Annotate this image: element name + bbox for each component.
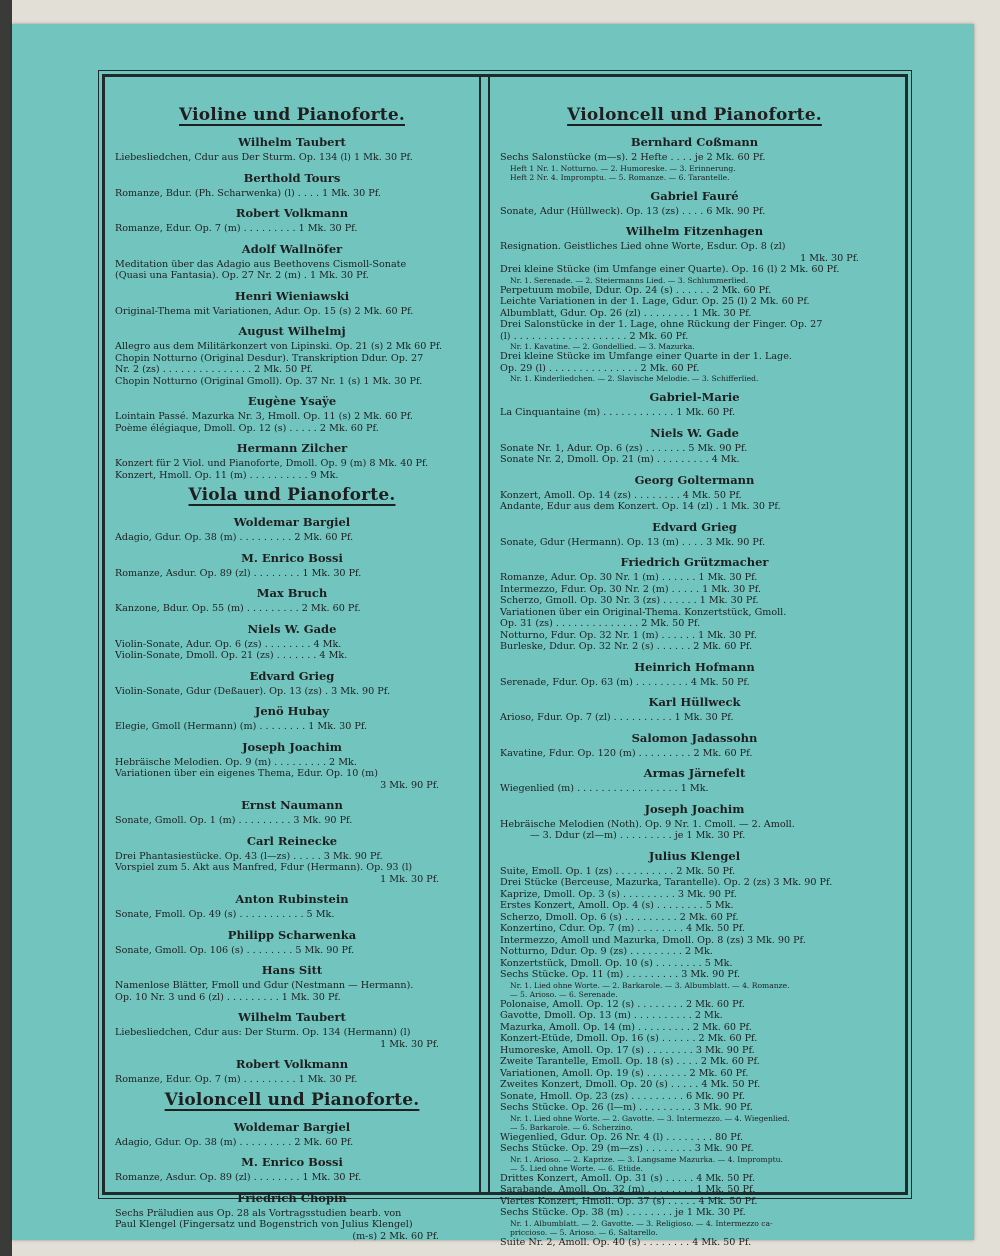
composer-name: Heinrich Hofmann <box>634 659 755 674</box>
composer-name: Joseph Joachim <box>242 739 342 754</box>
composer-name: Niels W. Gade <box>650 425 739 440</box>
catalog-entry: Sarabande, Amoll. Op. 32 (m) . . . . . . . . 1 Mk. 50 Pf. <box>500 1184 756 1195</box>
catalog-entry: Variationen, Amoll. Op. 19 (s) . . . . . . . 2 Mk. 60 Pf. <box>500 1067 749 1079</box>
composer-name: Anton Rubinstein <box>235 892 349 906</box>
catalog-entry: Romanze, Asdur. Op. 89 (zl) . . . . . . . . 1 Mk. 30 Pf. <box>115 567 362 579</box>
composer-name: Robert Volkmann <box>235 1057 349 1071</box>
catalog-entry: Arioso, Fdur. Op. 7 (zl) . . . . . . . . . . 1 Mk. 30 Pf. <box>500 712 734 723</box>
catalog-entry: Sonate, Fmoll. Op. 49 (s) . . . . . . . . . . . 5 Mk. <box>115 909 335 920</box>
composer-name: Henri Wieniawski <box>234 288 350 303</box>
catalog-entry: Hebräische Melodien. Op. 9 (m) . . . . . . . . . 2 Mk. <box>115 756 357 768</box>
catalog-entry: Mazurka, Amoll. Op. 14 (m) . . . . . . . . . 2 Mk. 60 Pf. <box>500 1021 752 1033</box>
double-frame <box>102 74 908 1248</box>
catalog-entry: Chopin Notturno (Original Gmoll). Op. 37 Nr. 1 (s) 1 Mk. 30 Pf. <box>115 375 423 387</box>
work-contents: Nr. 1. Albumblatt. — 2. Gavotte. — 3. Religioso. — 4. Intermezzo ca- <box>510 1218 773 1228</box>
catalog-entry: Scherzo, Dmoll. Op. 6 (s) . . . . . . . . . 2 Mk. 60 Pf. <box>500 911 739 923</box>
catalog-entry: Sechs Stücke. Op. 26 (l—m) . . . . . . . . . 3 Mk. 90 Pf. <box>500 1102 753 1113</box>
catalog-entry: 1 Mk. 30 Pf. <box>380 1038 439 1050</box>
section-heading: Violoncell und Pianoforte. <box>567 105 822 125</box>
composer-name: Robert Volkmann <box>235 206 349 220</box>
catalog-entry: Sechs Stücke. Op. 38 (m) . . . . . . . . je 1 Mk. 30 Pf. <box>500 1207 746 1218</box>
catalog-sheet <box>12 24 974 1248</box>
section-heading: Viola und Pianoforte. <box>188 485 396 505</box>
catalog-entry: Wiegenlied, Gdur. Op. 26 Nr. 4 (l) . . . . . . . . 80 Pf. <box>500 1131 744 1143</box>
composer-name: Jenö Hubay <box>254 704 330 718</box>
catalog-entry: Gavotte, Dmoll. Op. 13 (m) . . . . . . . . . . 2 Mk. <box>500 1010 723 1021</box>
catalog-entry: Scherzo, Gmoll. Op. 30 Nr. 3 (zs) . . . . . . 1 Mk. 30 Pf. <box>500 595 759 606</box>
catalog-entry: Notturno, Ddur. Op. 9 (zs) . . . . . . . . . 2 Mk. <box>500 946 713 957</box>
work-contents: Nr. 1. Kavatine. — 2. Gondellied. — 3. Mazurka. <box>510 342 695 351</box>
catalog-entry: Kaprize, Dmoll. Op. 3 (s) . . . . . . . . . 3 Mk. 90 Pf. <box>500 888 737 900</box>
catalog-entry: Wiegenlied (m) . . . . . . . . . . . . . . . . . 1 Mk. <box>500 783 709 794</box>
right-column <box>488 77 899 1248</box>
composer-name: Hans Sitt <box>261 963 323 977</box>
catalog-entry: Sonate Nr. 1, Adur. Op. 6 (zs) . . . . . . . 5 Mk. 90 Pf. <box>500 442 748 454</box>
catalog-entry: Konzert, Hmoll. Op. 11 (m) . . . . . . . . . . 9 Mk. <box>115 469 339 481</box>
work-contents: Heft 1 Nr. 1. Notturno. — 2. Humoreske. — 3. Erinnerung. <box>510 163 736 173</box>
catalog-entry: (Quasi una Fantasia). Op. 27 Nr. 2 (m) . 1 Mk. 30 Pf. <box>115 270 369 281</box>
catalog-entry: Polonaise, Amoll. Op. 12 (s) . . . . . . . . 2 Mk. 60 Pf. <box>500 998 745 1010</box>
composer-name: Armas Järnefelt <box>643 766 746 780</box>
composer-name: Bernhard Coßmann <box>630 135 759 149</box>
catalog-entry: Konzertino, Cdur. Op. 7 (m) . . . . . . . . 4 Mk. 50 Pf. <box>500 923 745 934</box>
work-contents: Nr. 1. Kinderliedchen. — 2. Slavische Melodie. — 3. Schifferlied. <box>510 374 759 383</box>
catalog-entry: Adagio, Gdur. Op. 38 (m) . . . . . . . . . 2 Mk. 60 Pf. <box>115 532 354 543</box>
catalog-entry: Suite, Emoll. Op. 1 (zs) . . . . . . . . . . 2 Mk. 50 Pf. <box>500 865 736 877</box>
catalog-entry: 1 Mk. 30 Pf. <box>800 252 859 264</box>
catalog-entry: Humoreske, Amoll. Op. 17 (s) . . . . . . . . 3 Mk. 90 Pf. <box>500 1044 755 1056</box>
book-spine <box>0 0 12 1256</box>
composer-name: Woldemar Bargiel <box>233 1119 351 1134</box>
catalog-entry: Albumblatt, Gdur. Op. 26 (zl) . . . . . . . . 1 Mk. 30 Pf. <box>500 307 752 319</box>
catalog-entry: Leichte Variationen in der 1. Lage, Gdur. Op. 25 (l) 2 Mk. 60 Pf. <box>500 296 810 307</box>
composer-name: Edvard Grieg <box>652 519 737 534</box>
catalog-entry: Original-Thema mit Variationen, Adur. Op. 15 (s) 2 Mk. 60 Pf. <box>115 305 414 317</box>
section-heading: Violoncell und Pianoforte. <box>164 1089 420 1110</box>
catalog-entry: Sechs Salonstücke (m—s). 2 Hefte . . . . je 2 Mk. 60 Pf. <box>500 152 766 163</box>
catalog-entry: Andante, Edur aus dem Konzert. Op. 14 (zl) . 1 Mk. 30 Pf. <box>500 501 781 512</box>
catalog-entry: Namenlose Blätter, Fmoll und Gdur (Nestmann — Hermann). <box>115 980 414 991</box>
catalog-entry: Perpetuum mobile, Ddur. Op. 24 (s) . . . . . . 2 Mk. 60 Pf. <box>500 284 772 296</box>
work-contents: Nr. 1. Serenade. — 2. Steiermanns Lied. — 3. Schlummerlied. <box>510 275 749 285</box>
work-contents: Nr. 1. Arioso. — 2. Kaprize. — 3. Langsame Mazurka. — 4. Impromptu. <box>510 1154 783 1164</box>
work-contents: priccioso. — 5. Arioso. — 6. Saltarello. <box>510 1227 658 1237</box>
composer-name: M. Enrico Bossi <box>241 1155 343 1169</box>
composer-name: Julius Klengel <box>648 848 741 863</box>
catalog-entry: Kanzone, Bdur. Op. 55 (m) . . . . . . . . . 2 Mk. 60 Pf. <box>115 603 361 614</box>
work-contents: — 5. Arioso. — 6. Serenade. <box>510 989 618 999</box>
composer-name: Gabriel Fauré <box>650 188 739 203</box>
composer-name: Gabriel-Marie <box>649 390 740 404</box>
composer-name: Niels W. Gade <box>247 621 337 636</box>
composer-name: Edvard Grieg <box>249 668 335 683</box>
catalog-entry: Sonate, Hmoll. Op. 23 (zs) . . . . . . . . . 6 Mk. 90 Pf. <box>500 1090 745 1102</box>
catalog-entry: Burleske, Ddur. Op. 32 Nr. 2 (s) . . . . . . 2 Mk. 60 Pf. <box>500 641 753 652</box>
composer-name: Ernst Naumann <box>241 798 343 812</box>
catalog-entry: Poème élégiaque, Dmoll. Op. 12 (s) . . . . . 2 Mk. 60 Pf. <box>115 422 379 434</box>
catalog-entry: Romanze, Adur. Op. 30 Nr. 1 (m) . . . . . . 1 Mk. 30 Pf. <box>500 572 758 583</box>
catalog-entry: Suite Nr. 2, Amoll. Op. 40 (s) . . . . . . . . 4 Mk. 50 Pf. <box>500 1236 752 1248</box>
catalog-entry: Liebesliedchen, Cdur aus: Der Sturm. Op. 134 (Hermann) (l) <box>115 1027 411 1038</box>
catalog-entry: Drittes Konzert, Amoll. Op. 31 (s) . . . . . 4 Mk. 50 Pf. <box>500 1172 756 1184</box>
catalog-entry: Drei Salonstücke in der 1. Lage, ohne Rückung der Finger. Op. 27 <box>500 319 823 330</box>
catalog-entry: — 3. Ddur (zl—m) . . . . . . . . . je 1 Mk. 30 Pf. <box>530 830 746 841</box>
catalog-entry: Sonate Nr. 2, Dmoll. Op. 21 (m) . . . . . . . . . 4 Mk. <box>500 454 740 465</box>
composer-name: Karl Hüllweck <box>648 695 741 709</box>
catalog-entry: Adagio, Gdur. Op. 38 (m) . . . . . . . . . 2 Mk. 60 Pf. <box>115 1136 354 1148</box>
catalog-entry: Variationen über ein eigenes Thema, Edur. Op. 10 (m) <box>115 768 378 779</box>
catalog-entry: Lointain Passé. Mazurka Nr. 3, Hmoll. Op. 11 (s) 2 Mk. 60 Pf. <box>115 411 413 422</box>
catalog-entry: Hebräische Melodien (Noth). Op. 9 Nr. 1. Cmoll. — 2. Amoll. <box>500 818 795 830</box>
catalog-entry: Allegro aus dem Militärkonzert von Lipinski. Op. 21 (s) 2 Mk 60 Pf. <box>115 341 443 352</box>
composer-name: Wilhelm Taubert <box>238 1010 346 1024</box>
catalog-entry: Konzert, Amoll. Op. 14 (zs) . . . . . . . . 4 Mk. 50 Pf. <box>500 489 742 501</box>
catalog-entry: Konzert-Etüde, Dmoll. Op. 16 (s) . . . . . . 2 Mk. 60 Pf. <box>500 1033 758 1044</box>
composer-name: Berthold Tours <box>243 170 341 185</box>
composer-name: Wilhelm Fitzenhagen <box>625 224 764 238</box>
work-contents: Nr. 1. Lied ohne Worte. — 2. Barkarole. — 3. Albumblatt. — 4. Romanze. <box>510 980 790 990</box>
composer-name: Carl Reinecke <box>246 833 338 848</box>
catalog-entry: (m-s) 2 Mk. 60 Pf. <box>352 1230 439 1242</box>
catalog-entry: Violin-Sonate, Gdur (Deßauer). Op. 13 (zs) . 3 Mk. 90 Pf. <box>115 685 391 697</box>
left-column <box>105 77 481 1242</box>
composer-name: Adolf Wallnöfer <box>241 241 343 256</box>
catalog-entry: Viertes Konzert, Hmoll. Op. 37 (s) . . . . . 4 Mk. 50 Pf. <box>500 1195 758 1207</box>
composer-name: Eugène Ysaÿe <box>247 394 337 408</box>
catalog-entry: Sechs Stücke. Op. 11 (m) . . . . . . . . . 3 Mk. 90 Pf. <box>500 969 741 980</box>
catalog-entry: Notturno, Fdur. Op. 32 Nr. 1 (m) . . . . . . 1 Mk. 30 Pf. <box>500 629 757 641</box>
catalog-entry: Intermezzo, Fdur. Op. 30 Nr. 2 (m) . . . . . 1 Mk. 30 Pf. <box>500 583 761 595</box>
catalog-entry: Sechs Präludien aus Op. 28 als Vortragsstudien bearb. von <box>115 1207 402 1219</box>
catalog-entry: Serenade, Fdur. Op. 63 (m) . . . . . . . . . 4 Mk. 50 Pf. <box>500 676 750 688</box>
section-heading: Violine und Pianoforte. <box>179 105 405 125</box>
catalog-entry: Zweites Konzert, Dmoll. Op. 20 (s) . . . . . 4 Mk. 50 Pf. <box>500 1079 761 1090</box>
catalog-entry: 1 Mk. 30 Pf. <box>380 873 439 885</box>
catalog-entry: Op. 10 Nr. 3 und 6 (zl) . . . . . . . . . 1 Mk. 30 Pf. <box>115 991 341 1003</box>
catalog-entry: Violin-Sonate, Adur. Op. 6 (zs) . . . . . . . . 4 Mk. <box>115 638 342 650</box>
work-contents: Nr. 1. Lied ohne Worte. — 2. Gavotte. — 3. Intermezzo. — 4. Wiegenlied. <box>510 1113 790 1123</box>
catalog-entry: Zweite Tarantelle, Emoll. Op. 18 (s) . . . . 2 Mk. 60 Pf. <box>500 1056 760 1067</box>
catalog-entry: Chopin Notturno (Original Desdur). Transkription Ddur. Op. 27 <box>115 352 424 364</box>
composer-name: Philipp Scharwenka <box>227 927 357 942</box>
catalog-entry: Liebesliedchen, Cdur aus Der Sturm. Op. 134 (l) 1 Mk. 30 Pf. <box>115 152 413 163</box>
catalog-entry: Op. 31 (zs) . . . . . . . . . . . . . . 2 Mk. 50 Pf. <box>500 618 701 629</box>
composer-name: Wilhelm Taubert <box>238 135 346 149</box>
catalog-entry: Romanze, Bdur. (Ph. Scharwenka) (l) . . . . 1 Mk. 30 Pf. <box>115 187 381 199</box>
catalog-entry: Intermezzo, Amoll und Mazurka, Dmoll. Op. 8 (zs) 3 Mk. 90 Pf. <box>500 934 806 946</box>
composer-name: August Wilhelmj <box>238 324 346 338</box>
catalog-entry: Kavatine, Fdur. Op. 120 (m) . . . . . . . . . 2 Mk. 60 Pf. <box>500 747 753 759</box>
catalog-entry: Variationen über ein Original-Thema. Konzertstück, Gmoll. <box>500 606 787 618</box>
catalog-entry: Sonate, Gmoll. Op. 1 (m) . . . . . . . . . 3 Mk. 90 Pf. <box>115 815 353 826</box>
composer-name: Hermann Zilcher <box>236 441 348 455</box>
composer-name: Georg Goltermann <box>634 472 755 487</box>
catalog-entry: Elegie, Gmoll (Hermann) (m) . . . . . . . . 1 Mk. 30 Pf. <box>115 721 368 732</box>
catalog-entry: Vorspiel zum 5. Akt aus Manfred, Fdur (Hermann). Op. 93 (l) <box>115 862 413 873</box>
catalog-entry: Konzert für 2 Viol. und Pianoforte, Dmoll. Op. 9 (m) 8 Mk. 40 Pf. <box>115 458 429 469</box>
catalog-entry: Paul Klengel (Fingersatz und Bogenstrich von Julius Klengel) <box>115 1219 413 1230</box>
composer-name: Friedrich Chopin <box>237 1190 347 1205</box>
work-contents: — 5. Barkarole. — 6. Scherzino. <box>510 1122 633 1132</box>
catalog-entry: Drei Stücke (Berceuse, Mazurka, Tarantelle). Op. 2 (zs) 3 Mk. 90 Pf. <box>500 877 833 888</box>
catalog-entry: Drei kleine Stücke (im Umfange einer Quarte). Op. 16 (l) 2 Mk. 60 Pf. <box>500 264 840 275</box>
catalog-entry: Sonate, Gmoll. Op. 106 (s) . . . . . . . . 5 Mk. 90 Pf. <box>115 944 355 956</box>
catalog-entry: Resignation. Geistliches Lied ohne Worte, Esdur. Op. 8 (zl) <box>500 241 786 252</box>
catalog-entry: Sonate, Gdur (Hermann). Op. 13 (m) . . . . 3 Mk. 90 Pf. <box>500 536 766 548</box>
work-contents: — 5. Lied ohne Worte. — 6. Etüde. <box>510 1163 643 1173</box>
catalog-entry: (l) . . . . . . . . . . . . . . . . . . . 2 Mk. 60 Pf. <box>500 330 689 342</box>
composer-name: Max Bruch <box>256 586 328 600</box>
catalog-entry: Erstes Konzert, Amoll. Op. 4 (s) . . . . . . . . 5 Mk. <box>500 900 734 911</box>
catalog-entry: 3 Mk. 90 Pf. <box>380 779 439 791</box>
catalog-entry: Drei kleine Stücke im Umfange einer Quarte in der 1. Lage. <box>500 351 792 362</box>
catalog-entry: Romanze, Asdur. Op. 89 (zl) . . . . . . . . 1 Mk. 30 Pf. <box>115 1172 362 1183</box>
composer-name: Woldemar Bargiel <box>233 515 351 529</box>
catalog-entry: Nr. 2 (zs) . . . . . . . . . . . . . . . 2 Mk. 50 Pf. <box>115 364 314 375</box>
catalog-entry: Romanze, Edur. Op. 7 (m) . . . . . . . . . 1 Mk. 30 Pf. <box>115 1074 358 1085</box>
work-contents: Heft 2 Nr. 4. Impromptu. — 5. Romanze. — 6. Tarantelle. <box>510 172 730 182</box>
composer-name: Joseph Joachim <box>644 801 745 816</box>
catalog-entry: Sechs Stücke. Op. 29 (m—zs) . . . . . . . . 3 Mk. 90 Pf. <box>500 1143 754 1154</box>
composer-name: Salomon Jadassohn <box>631 730 758 745</box>
catalog-entry: Drei Phantasiestücke. Op. 43 (l—zs) . . . . . 3 Mk. 90 Pf. <box>115 850 383 862</box>
catalog-entry: Violin-Sonate, Dmoll. Op. 21 (zs) . . . . . . . 4 Mk. <box>115 650 348 661</box>
composer-name: M. Enrico Bossi <box>241 550 343 565</box>
catalog-entry: Konzertstück, Dmoll. Op. 10 (s) . . . . . . . . 5 Mk. <box>500 957 733 969</box>
composer-name: Friedrich Grützmacher <box>620 555 769 569</box>
catalog-entry: La Cinquantaine (m) . . . . . . . . . . . . 1 Mk. 60 Pf. <box>500 407 736 418</box>
catalog-entry: Op. 29 (l) . . . . . . . . . . . . . . . 2 Mk. 60 Pf. <box>500 362 700 374</box>
catalog-entry: Sonate, Adur (Hüllweck). Op. 13 (zs) . . . . 6 Mk. 90 Pf. <box>500 205 766 217</box>
catalog-entry: Meditation über das Adagio aus Beethovens Cismoll-Sonate <box>115 258 407 270</box>
catalog-entry: Romanze, Edur. Op. 7 (m) . . . . . . . . . 1 Mk. 30 Pf. <box>115 223 358 234</box>
